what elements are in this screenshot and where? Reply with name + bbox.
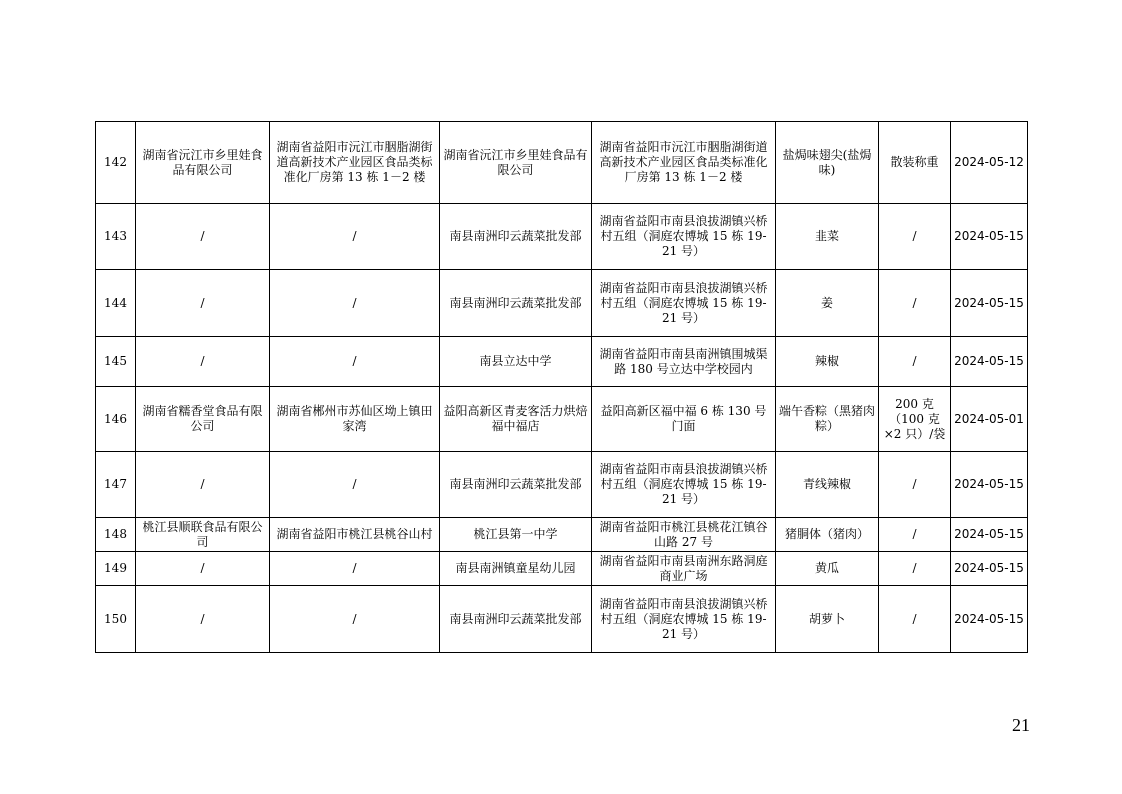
food-name-cell: 盐焗味翅尖(盐焗味)	[776, 122, 879, 204]
seller-address-cell: 湖南省益阳市南县南洲东路洞庭商业广场	[592, 552, 776, 586]
table-row	[96, 518, 1028, 552]
sampling-results-table	[95, 121, 1028, 653]
seller-name-cell: 湖南省沅江市乡里娃食品有限公司	[440, 122, 592, 204]
seller-address-cell: 湖南省益阳市南县南洲镇围城渠路 180 号立达中学校园内	[592, 337, 776, 387]
producer-address-cell: /	[270, 204, 440, 270]
seller-address-cell: 益阳高新区福中福 6 栋 130 号门面	[592, 387, 776, 452]
food-name-cell: 端午香粽（黑猪肉粽）	[776, 387, 879, 452]
table-row	[96, 586, 1028, 653]
table-row	[96, 204, 1028, 270]
row-number-cell: 148	[96, 518, 136, 552]
production-date-cell: 2024-05-15	[951, 337, 1028, 387]
seller-address-cell: 湖南省益阳市南县浪拔湖镇兴桥村五组（洞庭农博城 15 栋 19-21 号）	[592, 586, 776, 653]
page-number: 21	[1012, 715, 1030, 735]
seller-name-cell: 南县立达中学	[440, 337, 592, 387]
seller-address-cell: 湖南省益阳市南县浪拔湖镇兴桥村五组（洞庭农博城 15 栋 19-21 号）	[592, 270, 776, 337]
row-number-cell: 145	[96, 337, 136, 387]
seller-name-cell: 桃江县第一中学	[440, 518, 592, 552]
seller-address-cell: 湖南省益阳市南县浪拔湖镇兴桥村五组（洞庭农博城 15 栋 19-21 号）	[592, 452, 776, 518]
producer-address-cell: 湖南省郴州市苏仙区坳上镇田家湾	[270, 387, 440, 452]
row-number-cell: 149	[96, 552, 136, 586]
table-row	[96, 270, 1028, 337]
specification-cell: /	[879, 270, 951, 337]
seller-name-cell: 南县南洲镇童星幼儿园	[440, 552, 592, 586]
production-date-cell: 2024-05-15	[951, 204, 1028, 270]
seller-address-cell: 湖南省益阳市沅江市胭脂湖街道高新技术产业园区食品类标准化厂房第 13 栋 1－2 楼	[592, 122, 776, 204]
producer-address-cell: /	[270, 586, 440, 653]
producer-address-cell: 湖南省益阳市桃江县桃谷山村	[270, 518, 440, 552]
producer-name-cell: /	[136, 337, 270, 387]
food-name-cell: 辣椒	[776, 337, 879, 387]
specification-cell: 200 克（100 克×2 只）/袋	[879, 387, 951, 452]
producer-address-cell: /	[270, 552, 440, 586]
production-date-cell: 2024-05-15	[951, 552, 1028, 586]
seller-name-cell: 南县南洲印云蔬菜批发部	[440, 452, 592, 518]
seller-name-cell: 益阳高新区青麦客活力烘焙福中福店	[440, 387, 592, 452]
specification-cell: /	[879, 586, 951, 653]
food-name-cell: 青线辣椒	[776, 452, 879, 518]
production-date-cell: 2024-05-01	[951, 387, 1028, 452]
row-number-cell: 143	[96, 204, 136, 270]
producer-name-cell: 湖南省沅江市乡里娃食品有限公司	[136, 122, 270, 204]
producer-address-cell: /	[270, 337, 440, 387]
seller-name-cell: 南县南洲印云蔬菜批发部	[440, 270, 592, 337]
producer-name-cell: /	[136, 552, 270, 586]
producer-address-cell: /	[270, 452, 440, 518]
seller-address-cell: 湖南省益阳市桃江县桃花江镇谷山路 27 号	[592, 518, 776, 552]
row-number-cell: 150	[96, 586, 136, 653]
production-date-cell: 2024-05-15	[951, 270, 1028, 337]
table-row	[96, 552, 1028, 586]
producer-name-cell: 湖南省糯香堂食品有限公司	[136, 387, 270, 452]
seller-name-cell: 南县南洲印云蔬菜批发部	[440, 204, 592, 270]
producer-name-cell: /	[136, 586, 270, 653]
specification-cell: /	[879, 552, 951, 586]
specification-cell: /	[879, 518, 951, 552]
row-number-cell: 147	[96, 452, 136, 518]
specification-cell: /	[879, 452, 951, 518]
producer-address-cell: /	[270, 270, 440, 337]
production-date-cell: 2024-05-15	[951, 452, 1028, 518]
table-row	[96, 452, 1028, 518]
producer-name-cell: /	[136, 204, 270, 270]
producer-name-cell: /	[136, 452, 270, 518]
producer-address-cell: 湖南省益阳市沅江市胭脂湖街道高新技术产业园区食品类标准化厂房第 13 栋 1－2 楼	[270, 122, 440, 204]
table-row	[96, 387, 1028, 452]
food-name-cell: 姜	[776, 270, 879, 337]
production-date-cell: 2024-05-15	[951, 518, 1028, 552]
production-date-cell: 2024-05-15	[951, 586, 1028, 653]
food-name-cell: 黄瓜	[776, 552, 879, 586]
food-name-cell: 胡萝卜	[776, 586, 879, 653]
producer-name-cell: /	[136, 270, 270, 337]
row-number-cell: 144	[96, 270, 136, 337]
specification-cell: 散装称重	[879, 122, 951, 204]
specification-cell: /	[879, 204, 951, 270]
production-date-cell: 2024-05-12	[951, 122, 1028, 204]
row-number-cell: 142	[96, 122, 136, 204]
row-number-cell: 146	[96, 387, 136, 452]
specification-cell: /	[879, 337, 951, 387]
food-name-cell: 韭菜	[776, 204, 879, 270]
table-row	[96, 122, 1028, 204]
producer-name-cell: 桃江县顺联食品有限公司	[136, 518, 270, 552]
seller-name-cell: 南县南洲印云蔬菜批发部	[440, 586, 592, 653]
table-row	[96, 337, 1028, 387]
seller-address-cell: 湖南省益阳市南县浪拔湖镇兴桥村五组（洞庭农博城 15 栋 19-21 号）	[592, 204, 776, 270]
food-name-cell: 猪胴体（猪肉）	[776, 518, 879, 552]
